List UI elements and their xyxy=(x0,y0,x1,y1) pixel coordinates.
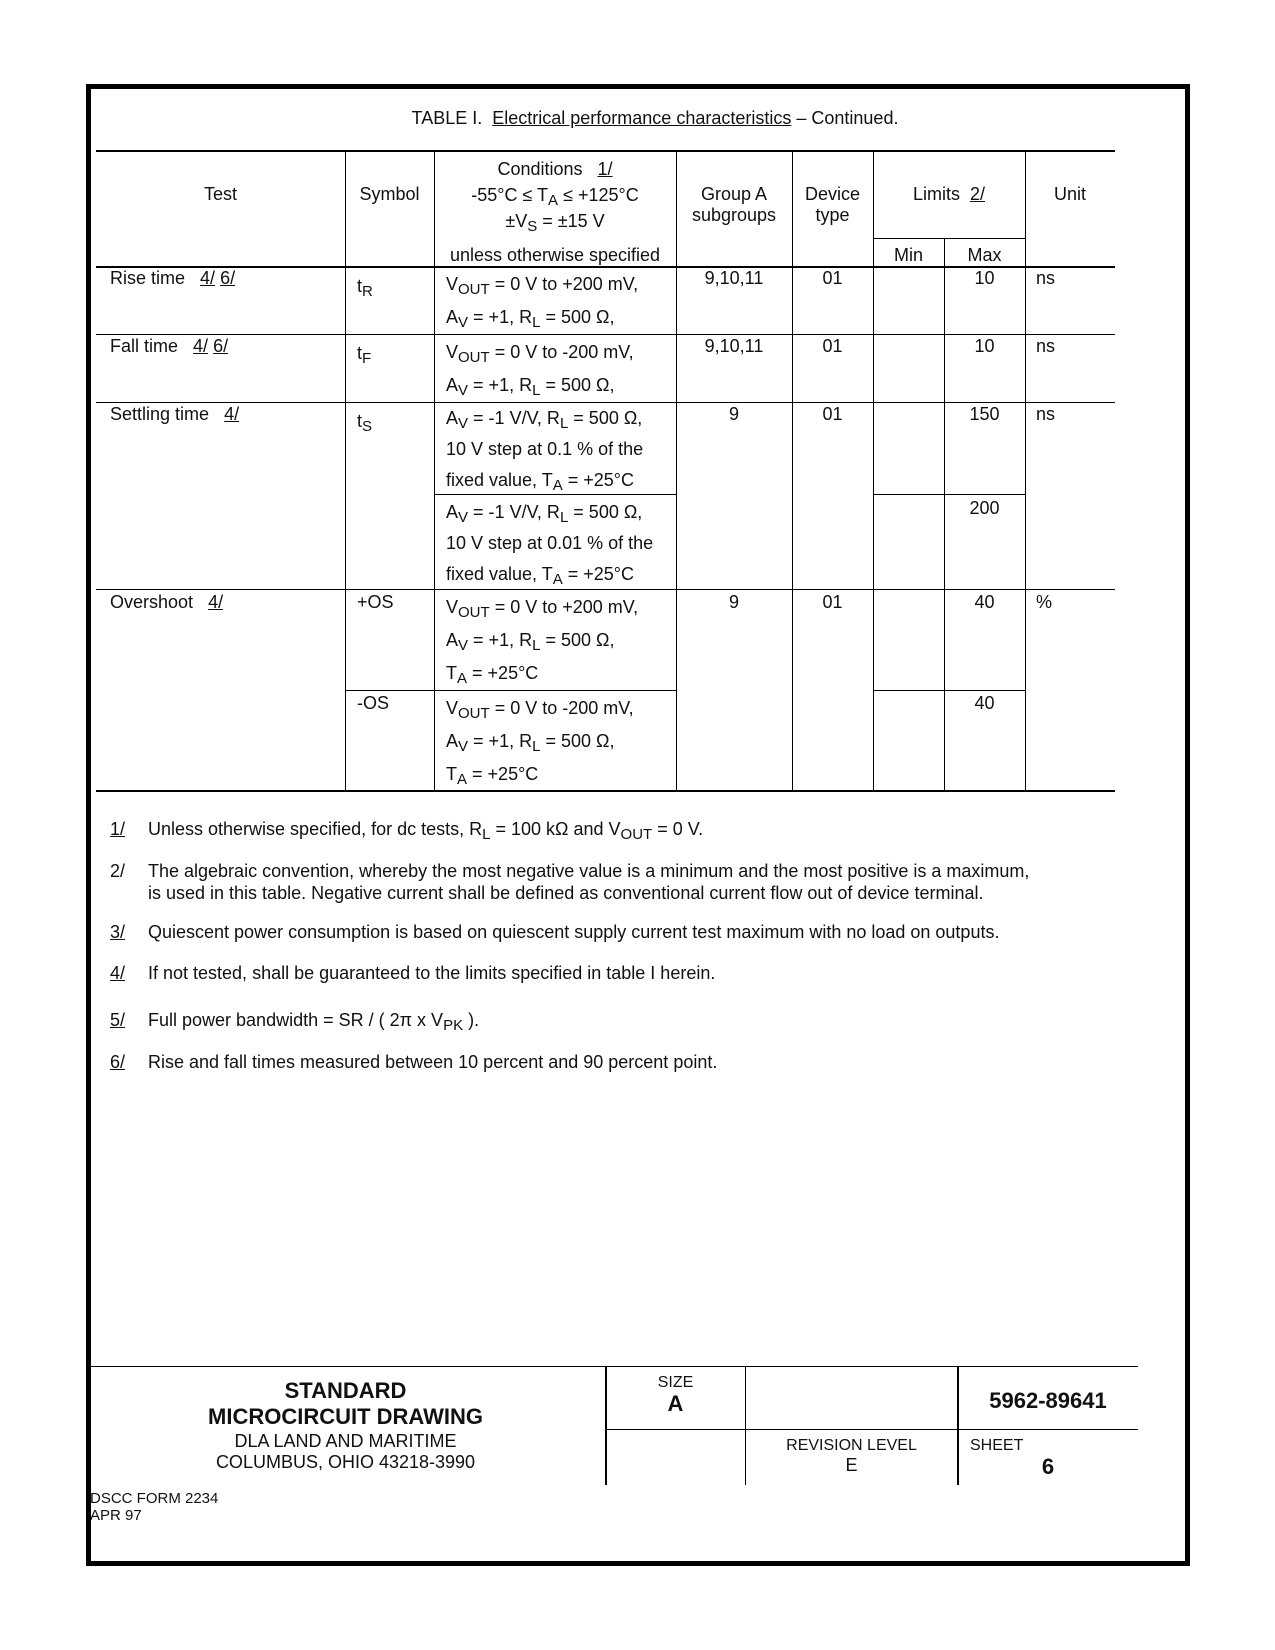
conditions: $V_{OUT} = 0$ V to -200 mV, $A_V = +1$, $R_L = 500$ Ω, xyxy=(446,342,634,399)
conditions: $V_{OUT} = 0$ V to -200 mV, $A_V = +1$, $R_L = 500$ Ω, $T_A = +25^\circ C$ xyxy=(446,698,634,788)
symbol: -OS xyxy=(357,693,390,713)
header-conditions-unless: unless otherwise specified xyxy=(449,245,661,265)
symbol: $t_S$ xyxy=(357,411,373,435)
max-value: 10 xyxy=(974,336,995,356)
unit-value: ns xyxy=(1036,404,1056,424)
test-name: Fall time 4/ 6/ xyxy=(110,336,229,356)
unit-value: % xyxy=(1036,592,1053,612)
unit-value: ns xyxy=(1036,268,1056,288)
revision-value: E xyxy=(845,1455,858,1475)
header-test: Test xyxy=(203,184,237,204)
header-symbol: Symbol xyxy=(359,184,420,204)
test-name: Overshoot 4/ xyxy=(110,592,224,612)
symbol: $t_R$ xyxy=(357,276,373,300)
header-max: Max xyxy=(967,245,1002,265)
conditions: $A_V = -1$ V/V, $R_L = 500$ Ω, 10 V step at 0.01 % of the fixed value, $T_A = +25^\circ C$ xyxy=(446,502,654,588)
agency-address: COLUMBUS, OHIO 43218-3990 xyxy=(215,1452,476,1472)
max-value: 40 xyxy=(974,693,995,713)
table-title: TABLE I. Electrical performance characteristics – Continued. xyxy=(411,108,899,128)
device-value: 01 xyxy=(822,592,843,612)
conditions: $A_V = -1$ V/V, $R_L = 500$ Ω, 10 V step at 0.1 % of the fixed value, $T_A = +25^\circ C$ xyxy=(446,408,644,494)
header-conditions: Conditions 1/ $-55^\circ C \le T_A \le +125^\circ C$ $\pm V_S = \pm 15$ V xyxy=(471,159,639,235)
device-value: 01 xyxy=(822,404,843,424)
unit-value: ns xyxy=(1036,336,1056,356)
group-a-value: 9 xyxy=(728,592,739,612)
header-device-type: Device type xyxy=(804,184,861,225)
device-value: 01 xyxy=(822,336,843,356)
symbol: $t_F$ xyxy=(357,343,372,367)
group-a-value: 9,10,11 xyxy=(704,336,764,356)
conditions: $V_{OUT} = 0$ V to +200 mV, $A_V = +1$, $R_L = 500$ Ω, xyxy=(446,274,639,331)
title-drawing: MICROCIRCUIT DRAWING xyxy=(208,1404,483,1429)
size-label: SIZE xyxy=(657,1374,694,1391)
conditions: $V_{OUT} = 0$ V to +200 mV, $A_V = +1$, $R_L = 500$ Ω, $T_A = +25^\circ C$ xyxy=(446,597,639,687)
test-name: Rise time 4/ 6/ xyxy=(110,268,236,288)
sheet-label: SHEET xyxy=(970,1437,1024,1454)
symbol: +OS xyxy=(357,592,394,612)
device-value: 01 xyxy=(822,268,843,288)
group-a-value: 9 xyxy=(728,404,739,424)
form-number: DSCC FORM 2234 APR 97 xyxy=(90,1490,219,1524)
header-min: Min xyxy=(893,245,923,265)
max-value: 10 xyxy=(974,268,995,288)
sheet-value: 6 xyxy=(1041,1454,1055,1479)
header-limits: Limits 2/ xyxy=(912,184,986,204)
max-value: 150 xyxy=(969,404,1000,424)
test-name: Settling time 4/ xyxy=(110,404,240,424)
size-value: A xyxy=(667,1391,684,1416)
group-a-value: 9,10,11 xyxy=(704,268,764,288)
max-value: 200 xyxy=(969,498,1000,518)
revision-label: REVISION LEVEL xyxy=(786,1437,917,1454)
agency-name: DLA LAND AND MARITIME xyxy=(234,1431,457,1451)
title-standard: STANDARD xyxy=(284,1378,407,1403)
drawing-number: 5962-89641 xyxy=(989,1388,1107,1413)
max-value: 40 xyxy=(974,592,995,612)
header-unit: Unit xyxy=(1053,184,1086,204)
header-group-a: Group A subgroups xyxy=(691,184,777,225)
